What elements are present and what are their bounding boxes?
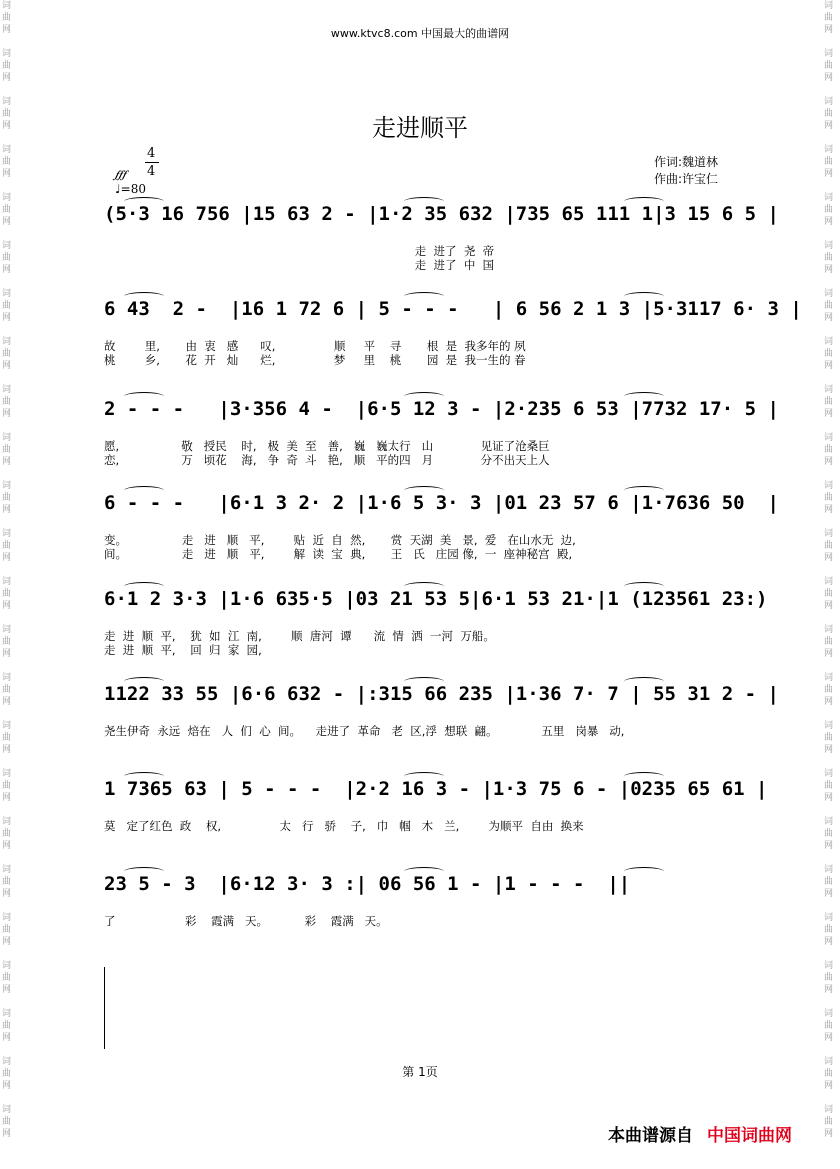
watermark-glyph [2,1140,16,1152]
watermark-glyph: 词 [2,1057,12,1067]
watermark-glyph: 词 [2,913,12,923]
watermark-glyph: 词 [2,625,12,635]
watermark-glyph [2,948,16,960]
lyric-line-1: 走 进了 尧 帝 [104,244,495,258]
watermark-glyph: 网 [2,745,12,755]
watermark-glyph: 词 [2,769,12,779]
watermark-glyph [2,708,16,720]
watermark-glyph [2,84,16,96]
slur-mark [404,772,444,781]
watermark-glyph: 曲 [2,1117,12,1127]
lyric-line-2: 恋, 万 顷花 海, 争 奇 斗 艳, 顺 平的四 月 分不出天上人 [104,453,550,467]
slur-mark [404,867,444,876]
watermark-glyph: 曲 [824,109,834,119]
watermark-glyph [824,900,838,912]
watermark-glyph: 网 [824,265,834,275]
watermark-glyph: 网 [824,1081,834,1091]
watermark-glyph: 网 [824,457,834,467]
watermark-glyph: 曲 [2,829,12,839]
watermark-glyph: 曲 [824,781,834,791]
watermark-glyph: 网 [824,745,834,755]
watermark-glyph: 词 [2,577,12,587]
watermark-glyph: 曲 [2,781,12,791]
watermark-glyph [824,996,838,1008]
slur-mark [624,486,664,495]
time-signature-top: 4 [147,146,156,161]
time-signature-bottom: 4 [147,164,156,179]
watermark-glyph: 词 [824,1009,834,1019]
slur-mark [624,677,664,686]
watermark-glyph: 网 [2,937,12,947]
watermark-glyph: 词 [824,529,834,539]
watermark-glyph: 词 [824,913,834,923]
source-credit [608,1121,792,1146]
watermark-glyph: 网 [824,121,834,131]
watermark-glyph: 曲 [2,61,12,71]
watermark-glyph: 网 [2,457,12,467]
watermark-glyph: 词 [824,865,834,875]
watermark-glyph: 网 [824,937,834,947]
watermark-glyph [2,420,16,432]
source-site: 中国词曲网 [707,1126,792,1146]
watermark-glyph: 网 [824,601,834,611]
watermark-glyph [824,756,838,768]
watermark-glyph: 网 [2,25,12,35]
lyric-line-2: 走 进了 中 国 [104,258,495,272]
watermark-glyph [824,660,838,672]
watermark-glyph: 曲 [2,349,12,359]
watermark-glyph: 词 [824,97,834,107]
watermark-glyph: 网 [2,265,12,275]
watermark-glyph: 曲 [824,205,834,215]
watermark-glyph: 曲 [2,13,12,23]
watermark-glyph: 曲 [824,349,834,359]
watermark-glyph: 曲 [2,733,12,743]
slur-mark [624,582,664,591]
watermark-glyph: 网 [2,169,12,179]
watermark-glyph: 词 [824,385,834,395]
margin-line [104,967,105,1049]
watermark-glyph: 词 [824,49,834,59]
watermark-glyph: 网 [824,649,834,659]
watermark-glyph: 网 [2,361,12,371]
slur-mark [404,292,444,301]
watermark-glyph: 网 [2,217,12,227]
watermark-glyph [824,1044,838,1056]
watermark-glyph: 词 [2,193,12,203]
watermark-glyph: 词 [2,1,12,11]
watermark-glyph: 曲 [2,157,12,167]
watermark-glyph: 词 [2,289,12,299]
watermark-glyph [2,276,16,288]
watermark-glyph: 词 [824,1,834,11]
tempo-mark: ♩=80 [115,182,146,196]
watermark-glyph [824,84,838,96]
watermark-glyph [2,852,16,864]
watermark-glyph: 曲 [824,733,834,743]
watermark-glyph: 曲 [2,541,12,551]
watermark-glyph: 曲 [824,445,834,455]
slur-mark [624,772,664,781]
watermark-glyph: 网 [2,553,12,563]
watermark-glyph: 曲 [824,973,834,983]
watermark-glyph: 曲 [2,685,12,695]
notation-line: 1122 33 55 |6·6 632 - |:315 66 235 |1·36 7· 7 | 55 31 2 - | [104,683,779,705]
lyric-line-1: 走 进 顺 平, 犹 如 江 南, 顺 唐河 谭 流 情 洒 一河 万船。 [104,629,495,643]
left-watermark [2,0,16,1152]
notation-line: 6 43 2 - |16 1 72 6 | 5 - - - | 6 56 2 1 3 |5·3117 6· 3 | [104,298,802,320]
watermark-glyph: 曲 [824,157,834,167]
lyric-line-1: 了 彩 霞满 天。 彩 霞满 天。 [104,914,388,928]
watermark-glyph: 曲 [824,877,834,887]
watermark-glyph [824,324,838,336]
watermark-glyph [2,468,16,480]
slur-mark [404,197,444,206]
watermark-glyph [2,180,16,192]
watermark-glyph: 词 [2,817,12,827]
watermark-glyph: 词 [824,241,834,251]
watermark-glyph: 网 [2,601,12,611]
slur-mark [124,486,164,495]
slur-mark [124,197,164,206]
watermark-glyph: 网 [2,985,12,995]
watermark-glyph: 曲 [2,1069,12,1079]
watermark-glyph: 曲 [2,253,12,263]
watermark-glyph: 网 [2,121,12,131]
watermark-glyph: 词 [2,529,12,539]
watermark-glyph: 词 [824,961,834,971]
watermark-glyph: 曲 [824,541,834,551]
watermark-glyph [2,900,16,912]
watermark-glyph [2,372,16,384]
watermark-glyph: 曲 [2,589,12,599]
watermark-glyph: 词 [2,865,12,875]
source-label: 本曲谱源自 [608,1126,693,1146]
watermark-glyph: 网 [824,169,834,179]
watermark-glyph [2,564,16,576]
watermark-glyph [824,180,838,192]
watermark-glyph: 网 [2,1081,12,1091]
song-title: 走进顺平 [372,114,468,142]
watermark-glyph: 网 [824,553,834,563]
watermark-glyph: 曲 [2,109,12,119]
time-signature-divider [145,162,159,163]
watermark-glyph [824,948,838,960]
watermark-glyph: 词 [824,337,834,347]
watermark-glyph: 网 [824,361,834,371]
watermark-glyph [824,1140,838,1152]
lyric-line-2: 桃 乡, 花 开 灿 烂, 梦 里 桃 园 是 我一生的 眷 [104,353,526,367]
watermark-glyph: 曲 [824,1117,834,1127]
watermark-glyph: 网 [2,1033,12,1043]
watermark-glyph [824,564,838,576]
watermark-glyph: 网 [2,313,12,323]
watermark-glyph [824,804,838,816]
lyric-line-1: 愿, 敬 授民 时, 极 美 至 善, 巍 巍太行 山 见证了沧桑巨 [104,439,550,453]
site-header: www.ktvc8.com 中国最大的曲谱网 [330,27,510,40]
watermark-glyph: 词 [824,193,834,203]
watermark-glyph: 网 [824,217,834,227]
watermark-glyph [824,1092,838,1104]
watermark-glyph: 词 [2,1009,12,1019]
watermark-glyph: 网 [824,1129,834,1139]
watermark-glyph: 网 [2,1129,12,1139]
lyricist-credit: 作词:魏道林 [654,155,719,169]
watermark-glyph: 词 [824,145,834,155]
watermark-glyph: 网 [824,697,834,707]
watermark-glyph [2,228,16,240]
watermark-glyph [2,660,16,672]
watermark-glyph: 曲 [824,1069,834,1079]
watermark-glyph [2,756,16,768]
watermark-glyph: 曲 [824,493,834,503]
watermark-glyph [2,324,16,336]
watermark-glyph: 网 [824,313,834,323]
slur-mark [624,392,664,401]
watermark-glyph [824,468,838,480]
watermark-glyph: 曲 [2,1021,12,1031]
watermark-glyph [824,420,838,432]
right-watermark [824,0,838,1152]
watermark-glyph: 词 [824,577,834,587]
slur-mark [124,677,164,686]
notation-line: 2 - - - |3·356 4 - |6·5 12 3 - |2·235 6 53 |7732 17· 5 | [104,398,779,420]
watermark-glyph [824,708,838,720]
watermark-glyph: 词 [2,337,12,347]
watermark-glyph: 词 [2,241,12,251]
watermark-glyph: 词 [2,961,12,971]
watermark-glyph: 曲 [824,253,834,263]
watermark-glyph: 词 [824,481,834,491]
watermark-glyph: 网 [2,505,12,515]
watermark-glyph: 词 [824,289,834,299]
lyric-line-2: 走 进 顺 平, 回 归 家 园, [104,643,262,657]
watermark-glyph: 曲 [824,301,834,311]
watermark-glyph: 曲 [2,397,12,407]
watermark-glyph [824,228,838,240]
notation-line: (5·3 16 756 |15 63 2 - |1·2 35 632 |735 65 111 1|3 15 6 5 | [104,203,779,225]
watermark-glyph: 网 [824,25,834,35]
watermark-glyph: 曲 [824,637,834,647]
watermark-glyph: 曲 [824,925,834,935]
watermark-glyph: 曲 [2,877,12,887]
watermark-glyph [824,372,838,384]
watermark-glyph [2,516,16,528]
watermark-glyph: 词 [824,1105,834,1115]
watermark-glyph: 曲 [2,973,12,983]
watermark-glyph: 网 [2,73,12,83]
watermark-glyph [2,1092,16,1104]
watermark-glyph: 网 [824,841,834,851]
watermark-glyph: 网 [824,985,834,995]
lyric-line-1: 莫 定了红色 政 权, 太 行 骄 子, 巾 帼 木 兰, 为顺平 自由 换来 [104,819,584,833]
watermark-glyph: 词 [2,1105,12,1115]
watermark-glyph [824,516,838,528]
watermark-glyph [824,852,838,864]
notation-line: 6·1 2 3·3 |1·6 635·5 |03 21 53 5|6·1 53 21·|1 (123561 23:) [104,588,768,610]
watermark-glyph: 曲 [2,445,12,455]
slur-mark [624,867,664,876]
watermark-glyph: 词 [824,721,834,731]
watermark-glyph: 网 [824,73,834,83]
watermark-glyph: 网 [2,697,12,707]
watermark-glyph: 网 [824,409,834,419]
slur-mark [124,292,164,301]
watermark-glyph: 词 [2,49,12,59]
lyric-line-1: 故 里, 由 衷 感 叹, 顺 平 寻 根 是 我多年的 夙 [104,339,526,353]
watermark-glyph: 网 [2,793,12,803]
watermark-glyph [824,276,838,288]
watermark-glyph: 网 [824,1033,834,1043]
watermark-glyph: 词 [2,721,12,731]
watermark-glyph: 词 [2,673,12,683]
watermark-glyph: 词 [2,481,12,491]
watermark-glyph: 词 [2,433,12,443]
slur-mark [124,582,164,591]
watermark-glyph: 网 [2,409,12,419]
slur-mark [404,486,444,495]
slur-mark [124,772,164,781]
slur-mark [404,677,444,686]
watermark-glyph: 曲 [824,829,834,839]
slur-mark [124,392,164,401]
watermark-glyph: 词 [824,769,834,779]
slur-mark [404,392,444,401]
watermark-glyph: 网 [2,841,12,851]
lyric-line-1: 尧生伊奇 永远 焙在 人 们 心 间。 走进了 革命 老 区,浮 想联 翩。 五里 岗暴 动, [104,724,625,738]
composer-credit: 作曲:许宝仁 [654,172,719,186]
watermark-glyph [824,612,838,624]
watermark-glyph: 曲 [824,589,834,599]
watermark-glyph [2,804,16,816]
watermark-glyph: 网 [824,793,834,803]
watermark-glyph: 词 [824,673,834,683]
slur-mark [624,197,664,206]
watermark-glyph: 词 [824,433,834,443]
watermark-glyph: 曲 [824,397,834,407]
watermark-glyph: 曲 [824,1021,834,1031]
watermark-glyph: 曲 [2,301,12,311]
watermark-glyph: 词 [824,1057,834,1067]
watermark-glyph: 词 [824,817,834,827]
watermark-glyph: 曲 [824,685,834,695]
watermark-glyph: 词 [2,97,12,107]
watermark-glyph: 词 [2,385,12,395]
notation-line: 1 7365 63 | 5 - - - |2·2 16 3 - |1·3 75 6 - |0235 65 61 | [104,778,768,800]
watermark-glyph: 词 [824,625,834,635]
watermark-glyph: 曲 [2,205,12,215]
dynamics-mark: 𝆑𝆑𝆑 [115,168,126,181]
slur-mark [404,582,444,591]
notation-line: 6 - - - |6·1 3 2· 2 |1·6 5 3· 3 |01 23 57 6 |1·7636 50 | [104,492,779,514]
watermark-glyph [2,612,16,624]
page-number: 第 1页 [402,1065,438,1079]
notation-line: 23 5 - 3 |6·12 3· 3 :| 06 56 1 - |1 - - - || [104,873,631,895]
lyric-line-2: 间。 走 进 顺 平, 解 读 宝 典, 王 氏 庄园 像, 一 座神秘宫 殿, [104,547,573,561]
watermark-glyph: 曲 [2,637,12,647]
watermark-glyph: 曲 [824,61,834,71]
watermark-glyph: 曲 [2,493,12,503]
watermark-glyph: 曲 [2,925,12,935]
slur-mark [124,867,164,876]
watermark-glyph: 曲 [824,13,834,23]
watermark-glyph: 网 [824,505,834,515]
slur-mark [624,292,664,301]
lyric-line-1: 变。 走 进 顺 平, 贴 近 自 然, 赏 天湖 美 景, 爱 在山水无 边, [104,533,576,547]
watermark-glyph: 网 [2,649,12,659]
watermark-glyph: 网 [824,889,834,899]
watermark-glyph: 词 [2,145,12,155]
watermark-glyph: 网 [2,889,12,899]
watermark-glyph [2,1044,16,1056]
watermark-glyph [2,996,16,1008]
